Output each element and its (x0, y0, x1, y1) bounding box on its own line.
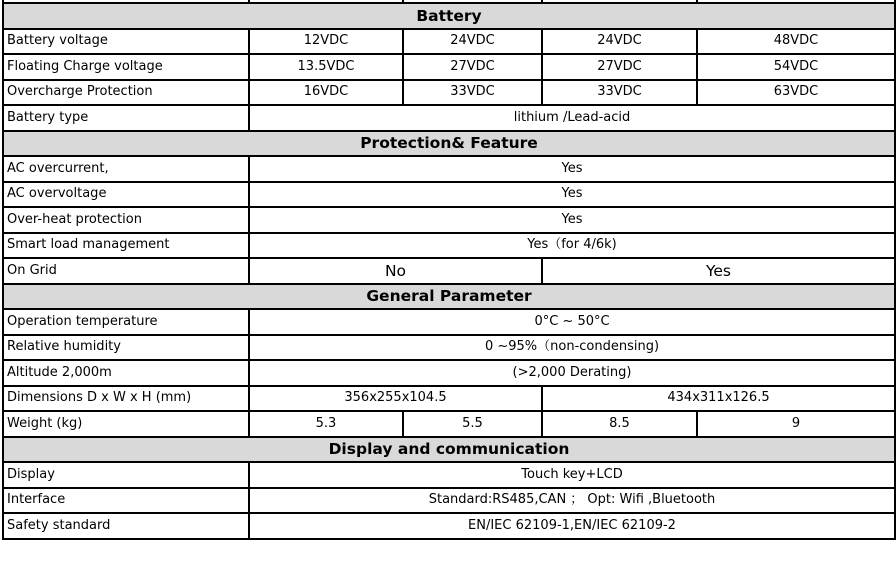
row-label: Floating Charge voltage (3, 54, 249, 80)
table-row (3, 182, 895, 208)
table-row (3, 156, 895, 182)
cell-value: 27VDC (403, 54, 542, 80)
row-label: Safety standard (3, 513, 249, 539)
table-row (3, 80, 895, 106)
cell-value: 33VDC (542, 80, 697, 106)
specifications-table (2, 0, 896, 540)
cell-value: 9 (697, 411, 895, 437)
cell-value: Yes (249, 207, 895, 233)
section-header-protection (3, 131, 895, 157)
table-row (3, 462, 895, 488)
table-row (3, 488, 895, 514)
section-title: General Parameter (3, 284, 895, 310)
row-label: Battery voltage (3, 29, 249, 55)
table-row (3, 105, 895, 131)
cell-value: 356x255x104.5 (249, 386, 542, 412)
cell-value: 16VDC (249, 80, 403, 106)
section-title: Protection& Feature (3, 131, 895, 157)
section-title: Display and communication (3, 437, 895, 463)
table-row (3, 360, 895, 386)
row-label: Dimensions D x W x H (mm) (3, 386, 249, 412)
cell-value: (>2,000 Derating) (249, 360, 895, 386)
row-label: Weight (kg) (3, 411, 249, 437)
section-header-display (3, 437, 895, 463)
table-row (3, 233, 895, 259)
table-row (3, 386, 895, 412)
cell-value: 0°C ~ 50°C (249, 309, 895, 335)
table-row (3, 411, 895, 437)
row-label: Over-heat protection (3, 207, 249, 233)
cell-value: 33VDC (403, 80, 542, 106)
cell-value: 12VDC (249, 29, 403, 55)
row-label: AC overvoltage (3, 182, 249, 208)
row-label: Altitude 2,000m (3, 360, 249, 386)
cell-value: No (249, 258, 542, 284)
table-row (3, 335, 895, 361)
cell-value: Yes (249, 182, 895, 208)
row-label: Smart load management (3, 233, 249, 259)
section-header-battery (3, 3, 895, 29)
cell-value: 24VDC (542, 29, 697, 55)
cell-value: EN/IEC 62109-1,EN/IEC 62109-2 (249, 513, 895, 539)
cell-value: 63VDC (697, 80, 895, 106)
section-header-general (3, 284, 895, 310)
cell-value: 27VDC (542, 54, 697, 80)
cell-value: 13.5VDC (249, 54, 403, 80)
row-label: Display (3, 462, 249, 488)
cell-value: 5.3 (249, 411, 403, 437)
cell-value: 54VDC (697, 54, 895, 80)
row-label: Battery type (3, 105, 249, 131)
table-row (3, 29, 895, 55)
row-label: On Grid (3, 258, 249, 284)
cell-value: Standard:RS485,CAN ； Opt: Wifi ,Bluetooth (249, 488, 895, 514)
row-label: Relative humidity (3, 335, 249, 361)
table-row (3, 54, 895, 80)
cell-value: Yes (542, 258, 895, 284)
table-row (3, 207, 895, 233)
table-row (3, 513, 895, 539)
cell-value: 434x311x126.5 (542, 386, 895, 412)
row-label: Operation temperature (3, 309, 249, 335)
row-label: AC overcurrent, (3, 156, 249, 182)
row-label: Interface (3, 488, 249, 514)
cell-value: 48VDC (697, 29, 895, 55)
cell-value: 8.5 (542, 411, 697, 437)
cell-value: 0 ~95%（non-condensing) (249, 335, 895, 361)
cell-value: 5.5 (403, 411, 542, 437)
cell-value: Yes (249, 156, 895, 182)
cell-value: 24VDC (403, 29, 542, 55)
table-row (3, 309, 895, 335)
cell-value: Touch key+LCD (249, 462, 895, 488)
cell-value: lithium /Lead-acid (249, 105, 895, 131)
section-title: Battery (3, 3, 895, 29)
cell-value: Yes（for 4/6k) (249, 233, 895, 259)
table-row (3, 258, 895, 284)
row-label: Overcharge Protection (3, 80, 249, 106)
